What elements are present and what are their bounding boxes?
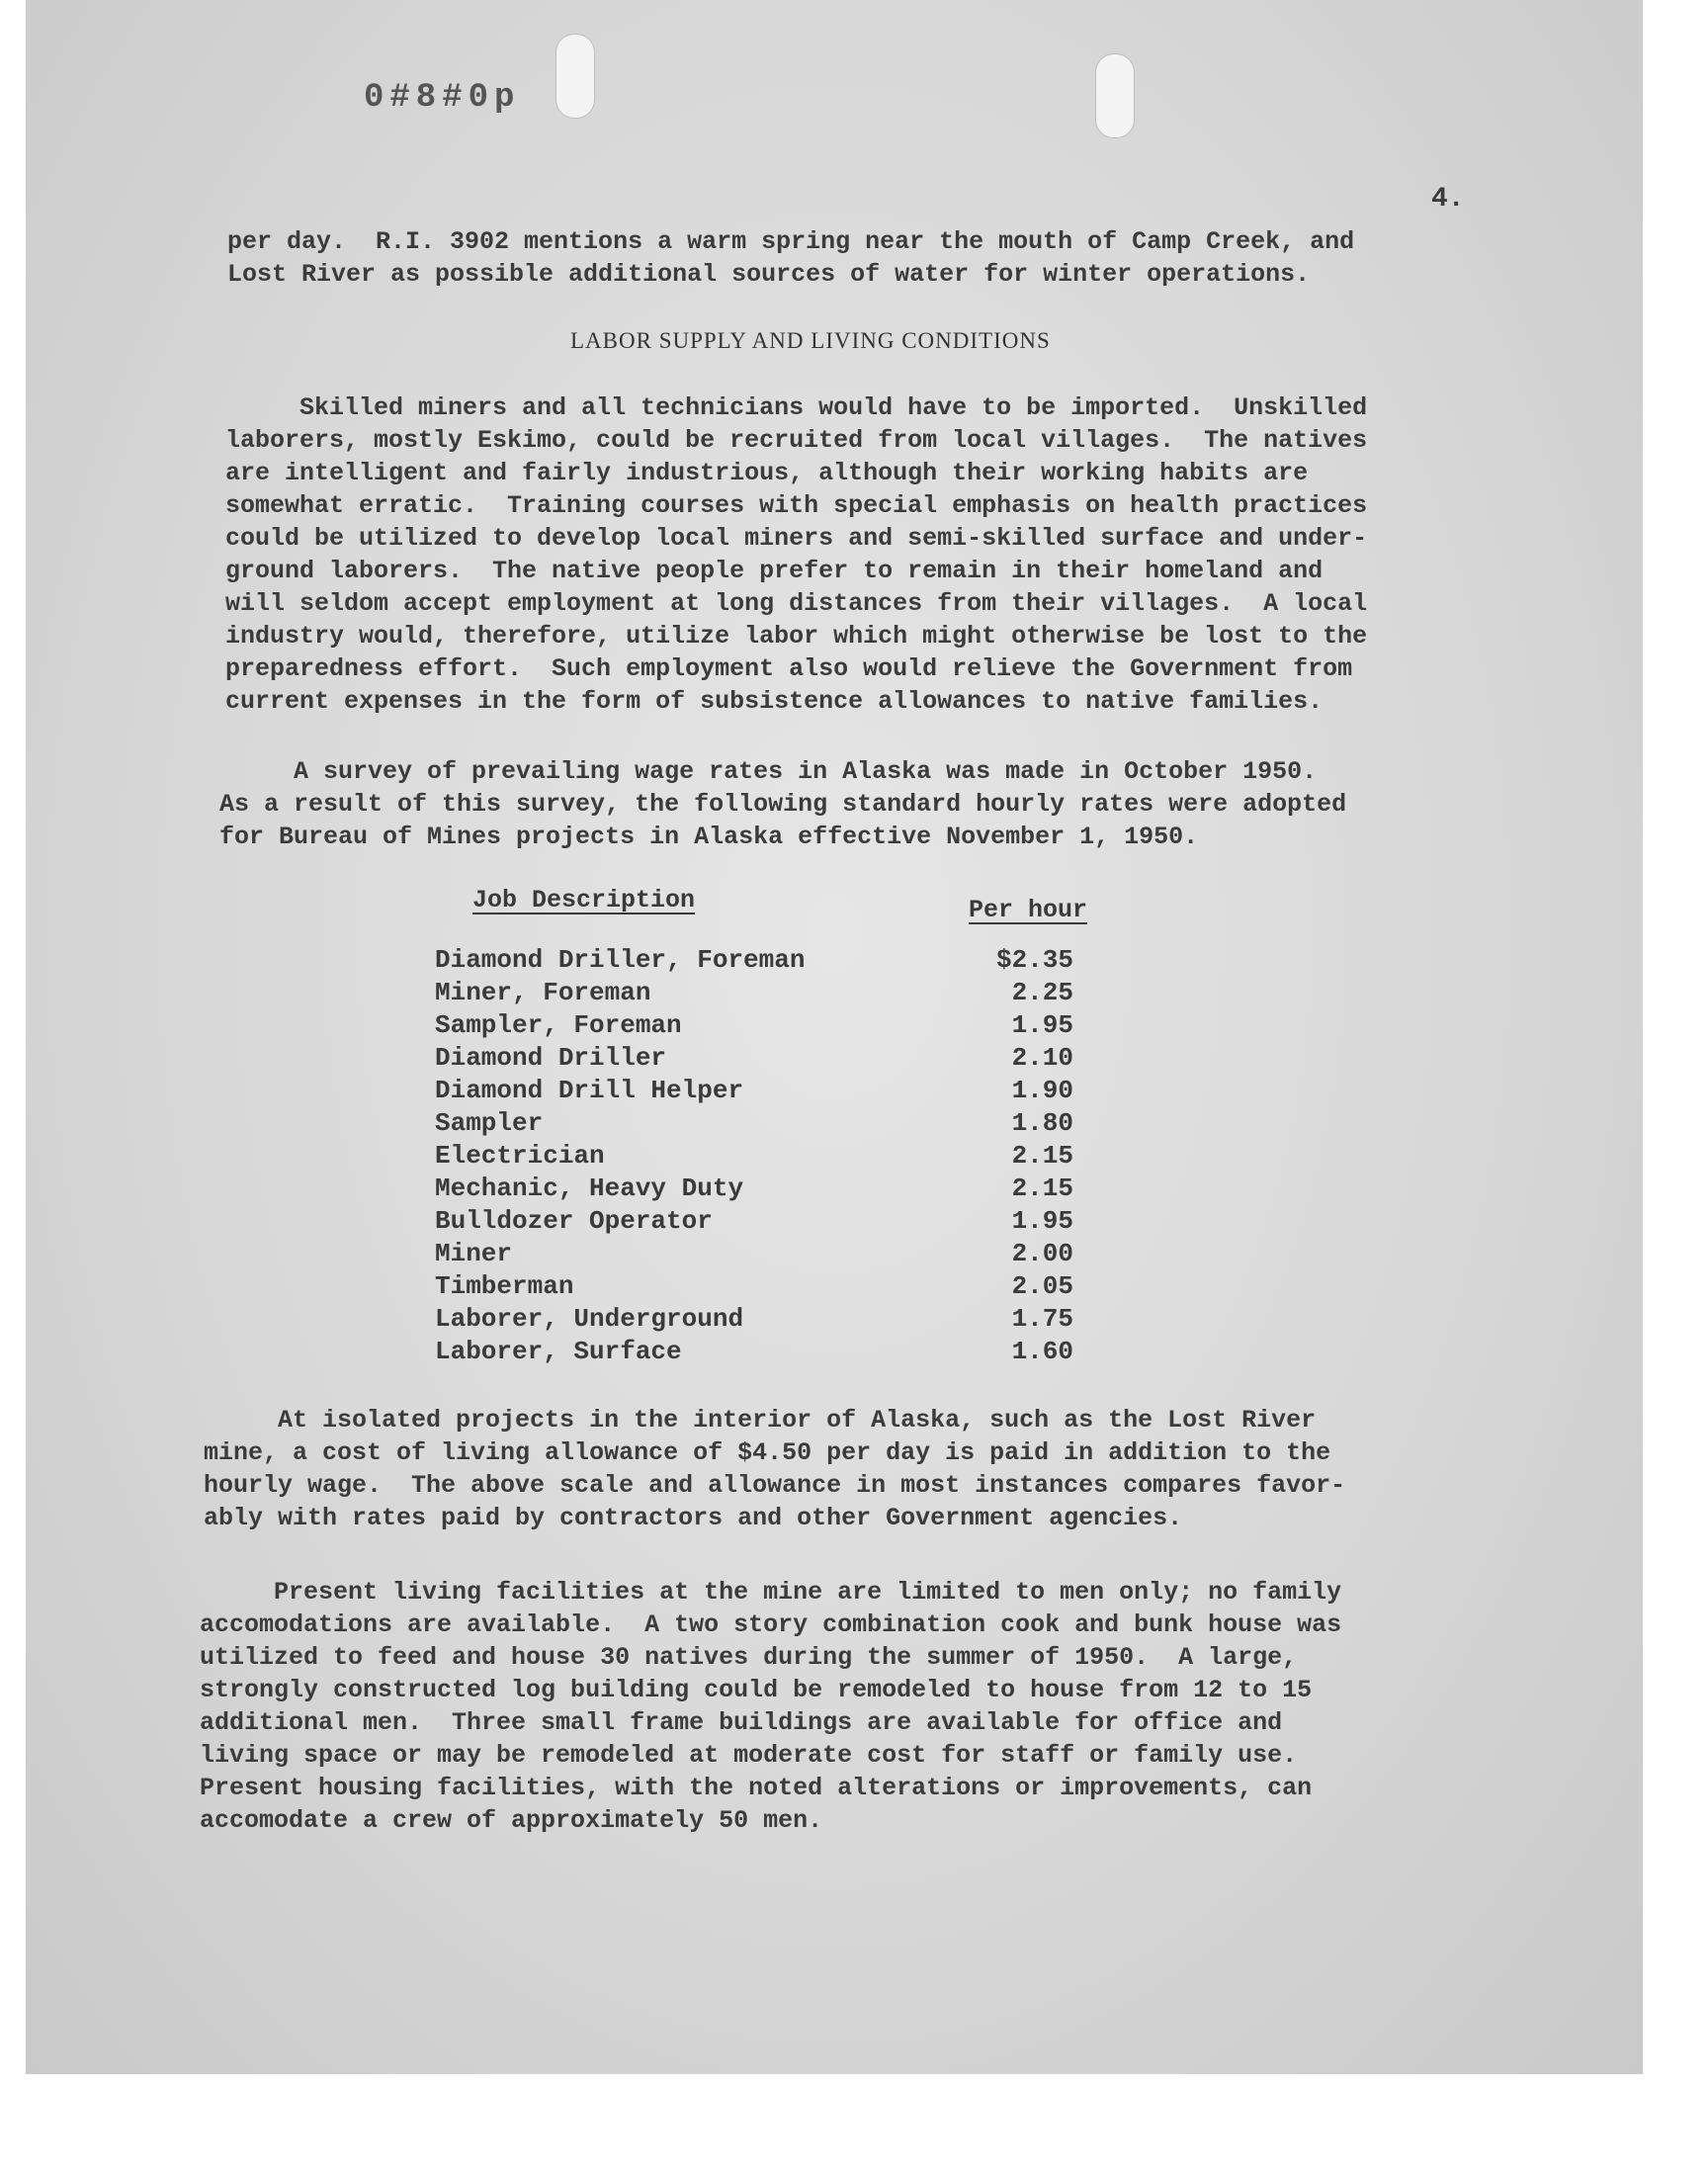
- job-cell: Diamond Drill Helper: [435, 1076, 744, 1105]
- rate-cell: 1.80: [1011, 1108, 1073, 1138]
- rate-cell: 1.60: [1011, 1337, 1073, 1366]
- table-row: [435, 1010, 1087, 1043]
- rate-cell: 2.15: [1011, 1141, 1073, 1171]
- table-row: [435, 1043, 1087, 1076]
- rate-cell: 1.95: [1011, 1206, 1073, 1236]
- rate-cell: 2.00: [1011, 1239, 1073, 1268]
- table-row: [435, 945, 1087, 978]
- paragraph-3-line: ably with rates paid by contractors and other Government agencies.: [204, 1504, 1183, 1532]
- job-cell: Diamond Driller, Foreman: [435, 945, 806, 975]
- table-header-per-hour: Per hour: [969, 896, 1088, 924]
- rate-cell: 2.25: [1011, 978, 1073, 1007]
- rate-cell: 1.95: [1011, 1010, 1073, 1040]
- table-row: [435, 1174, 1087, 1206]
- paragraph-3-line: mine, a cost of living allowance of $4.50 per day is paid in addition to the: [204, 1438, 1331, 1467]
- paragraph-1-line: preparedness effort. Such employment also would relieve the Government from: [225, 654, 1353, 683]
- intro-line: Lost River as possible additional sources of water for winter operations.: [227, 260, 1311, 289]
- section-heading: LABOR SUPPLY AND LIVING CONDITIONS: [570, 328, 1051, 353]
- paragraph-4-line: living space or may be remodeled at moderate cost for staff or family use.: [200, 1741, 1298, 1770]
- table-header-job-description: Job Description: [472, 886, 696, 914]
- table-row: [435, 978, 1087, 1010]
- job-cell: Miner, Foreman: [435, 978, 651, 1007]
- punch-hole-right: [1095, 53, 1135, 138]
- paragraph-4-line: accomodations are available. A two story combination cook and bunk house was: [200, 1610, 1342, 1639]
- job-cell: Electrician: [435, 1141, 605, 1171]
- table-row: [435, 1108, 1087, 1141]
- paragraph-4-line: Present housing facilities, with the noted alterations or improvements, can: [200, 1774, 1313, 1802]
- paragraph-3-line: hourly wage. The above scale and allowance in most instances compares favor-: [204, 1471, 1346, 1500]
- job-cell: Mechanic, Heavy Duty: [435, 1174, 744, 1203]
- paragraph-1-line: ground laborers. The native people prefer to remain in their homeland and: [225, 557, 1324, 585]
- job-cell: Sampler: [435, 1108, 544, 1138]
- page-margin: [0, 2074, 1708, 2175]
- rate-cell: 2.05: [1011, 1271, 1073, 1301]
- table-row: [435, 1206, 1087, 1239]
- job-cell: Sampler, Foreman: [435, 1010, 682, 1040]
- document-stamp-number: 0#8#0p: [364, 79, 521, 117]
- table-row: [435, 1337, 1087, 1369]
- rate-cell: 2.15: [1011, 1174, 1073, 1203]
- table-row: [435, 1141, 1087, 1174]
- paragraph-1-line: Skilled miners and all technicians would have to be imported. Unskilled: [225, 393, 1368, 422]
- job-cell: Laborer, Surface: [435, 1337, 682, 1366]
- rate-cell: $2.35: [995, 945, 1073, 975]
- job-cell: Laborer, Underground: [435, 1304, 744, 1334]
- rate-cell: 1.75: [1011, 1304, 1073, 1334]
- paragraph-1-line: current expenses in the form of subsistence allowances to native families.: [225, 687, 1324, 716]
- table-row: [435, 1076, 1087, 1108]
- table-row: [435, 1271, 1087, 1304]
- paragraph-1-line: could be utilized to develop local miners and semi-skilled surface and under-: [225, 524, 1368, 553]
- paragraph-1-line: industry would, therefore, utilize labor which might otherwise be lost to the: [225, 622, 1368, 651]
- paragraph-4-line: accomodate a crew of approximately 50 men.: [200, 1806, 823, 1835]
- intro-line: per day. R.I. 3902 mentions a warm spring near the mouth of Camp Creek, and: [227, 227, 1355, 256]
- punch-hole-left: [555, 34, 595, 119]
- table-row: [435, 1239, 1087, 1271]
- paragraph-2-line: for Bureau of Mines projects in Alaska effective November 1, 1950.: [219, 823, 1199, 851]
- table-row: [435, 1304, 1087, 1337]
- paragraph-4-line: Present living facilities at the mine are limited to men only; no family: [200, 1578, 1342, 1607]
- paragraph-4-line: additional men. Three small frame buildings are available for office and: [200, 1708, 1283, 1737]
- rate-cell: 2.10: [1011, 1043, 1073, 1073]
- paragraph-1-line: are intelligent and fairly industrious, although their working habits are: [225, 459, 1309, 487]
- paragraph-1-line: will seldom accept employment at long distances from their villages. A local: [225, 589, 1368, 618]
- paragraph-1-line: laborers, mostly Eskimo, could be recruited from local villages. The natives: [225, 426, 1368, 455]
- job-cell: Bulldozer Operator: [435, 1206, 713, 1236]
- page-number: 4.: [1431, 184, 1465, 215]
- paragraph-4-line: utilized to feed and house 30 natives during the summer of 1950. A large,: [200, 1643, 1298, 1672]
- paragraph-4-line: strongly constructed log building could be remodeled to house from 12 to 15: [200, 1676, 1313, 1704]
- paragraph-3-line: At isolated projects in the interior of Alaska, such as the Lost River: [204, 1406, 1317, 1435]
- paragraph-1-line: somewhat erratic. Training courses with special emphasis on health practices: [225, 491, 1368, 520]
- job-cell: Timberman: [435, 1271, 574, 1301]
- job-cell: Diamond Driller: [435, 1043, 667, 1073]
- rate-cell: 1.90: [1011, 1076, 1073, 1105]
- paragraph-2-line: A survey of prevailing wage rates in Alaska was made in October 1950.: [219, 757, 1318, 786]
- job-cell: Miner: [435, 1239, 513, 1268]
- paragraph-2-line: As a result of this survey, the following standard hourly rates were adopted: [219, 790, 1347, 819]
